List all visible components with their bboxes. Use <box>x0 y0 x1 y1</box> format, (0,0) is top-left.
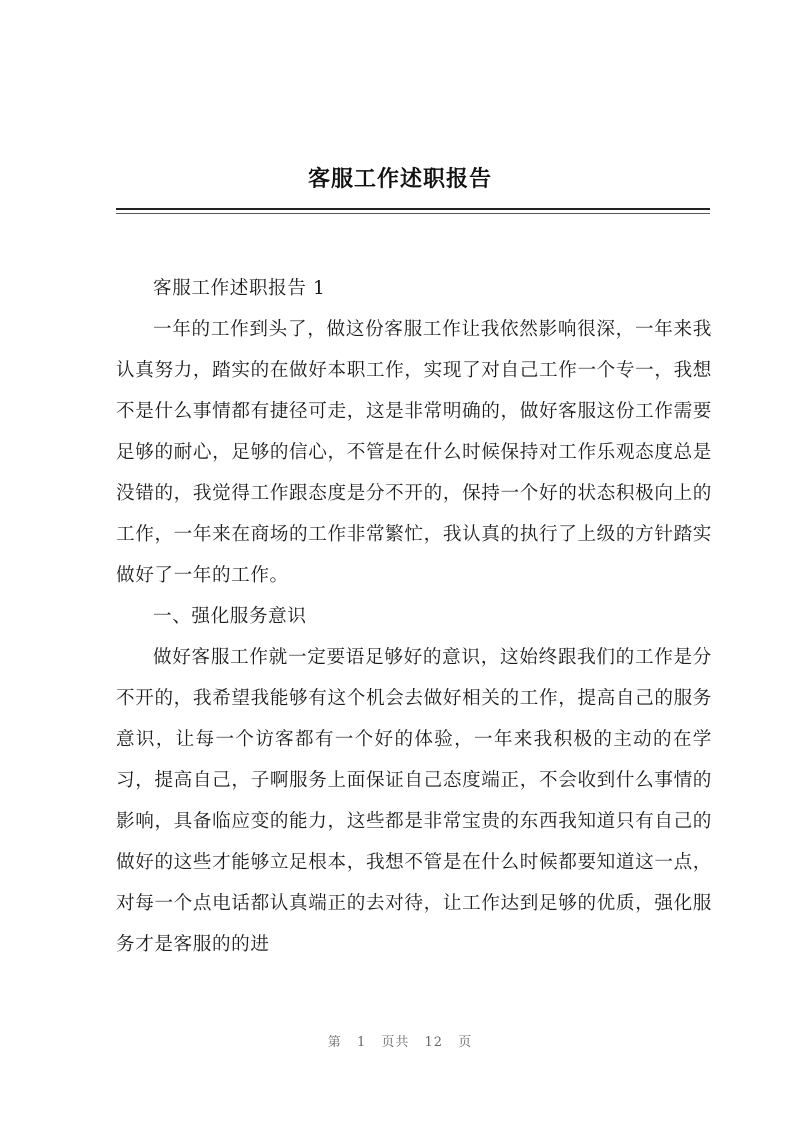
subsection-heading: 一、强化服务意识 <box>153 606 307 627</box>
body-paragraph: 一年的工作到头了，做这份客服工作让我依然影响很深，一年来我认真努力，踏实的在做好本职工作，实现了对自己工作一个专一，我想不是什么事情都有捷径可走，这是非常明确的，做好客服这份工作需要足够的耐心，足够的信心，不管是在什么时候保持对工作乐观态度总是没错的，我觉得工作跟态度是分不开的，保持一个好的状态积极向上的工作，一年来在商场的工作非常繁忙，我认真的执行了上级的方针踏实做好了一年的工作。 <box>116 319 712 586</box>
document-body <box>116 268 712 965</box>
footer-prefix: 第 <box>327 1035 342 1050</box>
footer-suffix: 页 <box>458 1035 473 1050</box>
footer-current-page: 1 <box>356 1035 367 1050</box>
footer-middle: 页共 <box>381 1035 410 1050</box>
footer-total-pages: 12 <box>424 1035 444 1050</box>
title-divider-thin <box>116 213 710 214</box>
section-heading: 客服工作述职报告 1 <box>153 278 326 299</box>
body-paragraph: 做好客服工作就一定要语足够好的意识，这始终跟我们的工作是分不开的，我希望我能够有这个机会去做好相关的工作，提高自己的服务意识，让每一个访客都有一个好的体验，一年来我积极的主动的在学习，提高自己，子啊服务上面保证自己态度端正，不会收到什么事情的影响，具备临应变的能力，这些都是非常宝贵的东西我知道只有自己的做好的这些才能够立足根本，我想不管是在什么时候都要知道这一点，对每一个点电话都认真端正的去对待，让工作达到足够的优质，强化服务才是客服的的进 <box>116 647 712 955</box>
title-divider-thick <box>116 208 710 210</box>
document-title: 客服工作述职报告 <box>307 167 492 192</box>
page-footer <box>0 1031 800 1050</box>
